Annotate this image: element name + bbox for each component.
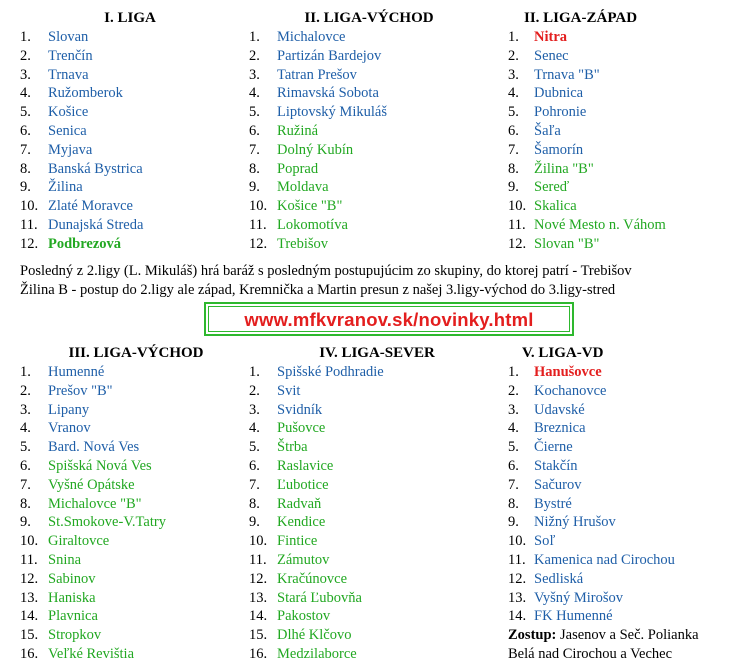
list-item [20,457,240,476]
list-item [508,122,728,141]
team-name: Myjava [48,141,93,158]
team-rank: 16. [249,645,268,662]
list-item [508,570,728,589]
team-rank: 15. [249,627,268,644]
team-name: Sedliská [534,570,584,587]
team-rank: 16. [20,645,39,662]
relegation-teams-2: Belá nad Cirochou a Vechec [508,646,673,662]
team-rank: 5. [20,104,31,121]
team-name: Svidník [277,401,323,418]
team-rank: 12. [508,235,527,252]
team-name: Giraltovce [48,533,110,550]
team-rank: 5. [508,104,519,121]
team-rank: 6. [508,457,519,474]
list-item [249,84,489,103]
list-item [249,476,489,495]
relegation-note [508,626,699,664]
team-rank: 12. [20,235,39,252]
team-name: Zámutov [277,551,330,568]
team-name: Udavské [534,401,585,418]
team-rank: 9. [20,514,31,531]
team-name: Vyšné Opátske [48,476,135,493]
list-item [249,197,489,216]
team-name: Kochanovce [534,382,607,399]
team-rank: 2. [249,382,260,399]
team-rank: 9. [508,514,519,531]
list-item [20,532,240,551]
list-item [508,235,728,254]
league-column-4-liga-sever [249,343,489,664]
team-rank: 11. [508,216,526,233]
team-rank: 14. [508,608,527,625]
team-name: Snina [48,551,82,568]
list-item [508,438,728,457]
team-name: Trenčín [48,47,93,64]
team-rank: 13. [20,589,39,606]
list-item [508,589,728,608]
list-item [508,363,728,382]
list-item [249,160,489,179]
team-rank: 4. [508,85,519,102]
list-item [508,28,728,47]
team-rank: 11. [20,551,38,568]
list-item [249,645,489,664]
team-rank: 6. [249,457,260,474]
team-name: Hanušovce [534,364,602,380]
list-item [20,160,240,179]
team-name: Stropkov [48,627,102,644]
team-name: Humenné [48,364,105,380]
team-rank: 2. [20,382,31,399]
list-item [508,457,728,476]
team-name: Nižný Hrušov [534,514,616,531]
team-name: Vranov [48,420,91,437]
team-rank: 4. [20,420,31,437]
list-item [249,457,489,476]
list-item [20,438,240,457]
team-name: Pohronie [534,104,587,121]
list-item [20,551,240,570]
list-item [249,66,489,85]
team-name: Plavnica [48,608,98,625]
team-rank: 3. [249,66,260,83]
website-link[interactable]: www.mfkvranov.sk/novinky.html [244,309,534,330]
list-item [249,513,489,532]
team-name: Ružiná [277,122,319,139]
team-rank: 2. [20,47,31,64]
league-title: I. LIGA [104,10,156,26]
team-rank: 1. [20,29,31,45]
list-item [20,178,240,197]
website-link-box-inner [208,306,570,332]
team-rank: 10. [508,198,527,215]
team-rank: 2. [249,47,260,64]
list-item [249,47,489,66]
team-name: Haniska [48,589,96,606]
team-rank: 3. [508,401,519,418]
team-name: Fintice [277,533,318,550]
team-name: Breznica [534,420,586,437]
list-item [508,532,728,551]
list-item [249,235,489,254]
team-rank: 14. [249,608,268,625]
team-name: Raslavice [277,457,334,474]
team-list [249,363,489,664]
list-item [20,419,240,438]
list-item [20,122,240,141]
team-rank: 7. [20,141,31,158]
list-item [20,476,240,495]
note-line-1: Posledný z 2.ligy (L. Mikuláš) hrá baráž s posledným postupujúcim zo skupiny, do ktorej patrí - Trebišov [20,263,632,279]
team-rank: 15. [20,627,39,644]
team-rank: 6. [20,457,31,474]
list-item [249,438,489,457]
team-rank: 12. [249,570,268,587]
list-item [20,401,240,420]
team-name: Slovan "B" [534,235,600,252]
league-title: II. LIGA-VÝCHOD [304,10,434,26]
team-rank: 1. [249,364,260,380]
list-item [508,47,728,66]
list-item [249,141,489,160]
league-column-5-liga-vd [508,343,728,626]
list-item [508,401,728,420]
list-item [249,551,489,570]
team-name: Pušovce [277,420,326,437]
team-name: Kendice [277,514,326,531]
list-item [20,66,240,85]
team-list [508,28,728,254]
team-list [508,363,728,626]
league-title: III. LIGA-VÝCHOD [68,345,204,361]
team-name: Senica [48,122,87,139]
team-rank: 12. [508,570,527,587]
team-rank: 9. [508,179,519,196]
team-name: Skalica [534,198,577,215]
team-rank: 9. [20,179,31,196]
list-item [20,103,240,122]
team-rank: 3. [20,401,31,418]
league-title: IV. LIGA-SEVER [319,345,435,361]
team-rank: 6. [249,122,260,139]
team-name: Sačurov [534,476,582,493]
team-rank: 7. [508,141,519,158]
team-list [20,28,240,254]
team-name: Tatran Prešov [277,66,357,83]
list-item [20,513,240,532]
league-title: V. LIGA-VD [522,345,604,361]
list-item [249,607,489,626]
team-name: Nové Mesto n. Váhom [534,216,666,233]
league-title: II. LIGA-ZÁPAD [524,10,638,26]
team-rank: 4. [249,420,260,437]
website-link-box [204,302,574,336]
team-list [20,363,240,664]
team-rank: 7. [20,476,31,493]
team-rank: 12. [249,235,268,252]
team-name: Michalovce [277,29,346,45]
team-rank: 10. [249,198,268,215]
team-rank: 1. [20,364,31,380]
list-item [508,216,728,235]
team-rank: 13. [508,589,527,606]
team-name: Veľké Revištia [48,645,135,662]
team-name: Žilina [48,179,83,196]
list-item [249,626,489,645]
team-rank: 2. [508,47,519,64]
team-name: Pakostov [277,608,331,625]
list-item [20,216,240,235]
team-name: Michalovce "B" [48,495,142,512]
relegation-line-1 [508,626,699,645]
team-name: Podbrezová [48,235,122,252]
team-name: Vyšný Mirošov [534,589,624,606]
list-item [249,122,489,141]
team-rank: 5. [508,439,519,456]
team-rank: 1. [508,29,519,45]
team-name: Nitra [534,29,568,45]
team-name: Spišské Podhradie [277,364,384,380]
list-item [508,476,728,495]
team-name: Bard. Nová Ves [48,439,140,456]
team-name: Senec [534,47,569,64]
team-rank: 3. [508,66,519,83]
team-name: Trnava [48,66,89,83]
list-item [508,141,728,160]
team-rank: 11. [249,216,267,233]
list-item [508,197,728,216]
list-item [249,495,489,514]
list-item [249,419,489,438]
team-rank: 9. [249,179,260,196]
team-name: Šamorín [534,141,584,158]
team-name: Košice "B" [277,198,343,215]
team-rank: 10. [20,533,39,550]
team-rank: 8. [20,160,31,177]
team-rank: 13. [249,589,268,606]
list-item [20,197,240,216]
team-name: Slovan [48,29,89,45]
list-item [508,607,728,626]
team-name: Štrba [277,439,308,456]
list-item [20,382,240,401]
team-name: Sabinov [48,570,96,587]
team-rank: 5. [249,439,260,456]
list-item [508,419,728,438]
list-item [20,84,240,103]
list-item [20,141,240,160]
team-rank: 7. [249,141,260,158]
league-column-1-liga [20,8,240,254]
list-item [508,66,728,85]
list-item [20,645,240,664]
league-column-2-liga-vychod [249,8,489,254]
team-name: Stakčín [534,457,578,474]
team-rank: 8. [508,160,519,177]
list-item [508,103,728,122]
team-rank: 7. [508,476,519,493]
team-name: Žilina "B" [534,160,594,177]
team-name: Soľ [534,533,556,550]
team-name: Šaľa [534,122,561,139]
list-item [20,626,240,645]
team-name: Spišská Nová Ves [48,457,152,474]
list-item [249,178,489,197]
list-item [249,103,489,122]
team-rank: 6. [20,122,31,139]
team-name: Trebišov [277,235,329,252]
list-item [249,532,489,551]
team-rank: 11. [249,551,267,568]
team-rank: 1. [249,29,260,45]
list-item [508,382,728,401]
team-name: Dlhé Klčovo [277,627,352,644]
team-rank: 5. [249,104,260,121]
team-rank: 4. [20,85,31,102]
list-item [508,178,728,197]
team-name: Moldava [277,179,329,196]
team-name: Rimavská Sobota [277,85,379,102]
team-rank: 7. [249,476,260,493]
team-rank: 4. [249,85,260,102]
team-name: Partizán Bardejov [277,47,382,64]
note-line-2: Žilina B - postup do 2.ligy ale západ, Kremnička a Martin presun z našej 3.ligy-východ do 3.ligy-stred [20,282,616,298]
team-rank: 9. [249,514,260,531]
team-name: Dunajská Streda [48,216,144,233]
team-name: Dubnica [534,85,584,102]
team-rank: 12. [20,570,39,587]
team-name: Banská Bystrica [48,160,143,177]
team-name: Lokomotíva [277,216,348,233]
note-text [20,262,720,300]
list-item [249,363,489,382]
team-name: Lipany [48,401,90,418]
list-item [508,513,728,532]
team-rank: 11. [20,216,38,233]
team-rank: 10. [508,533,527,550]
list-item [20,47,240,66]
list-item [249,401,489,420]
team-rank: 10. [249,533,268,550]
team-name: Liptovský Mikuláš [277,104,387,121]
list-item [249,28,489,47]
team-name: Prešov "B" [48,382,113,399]
team-rank: 8. [508,495,519,512]
team-rank: 5. [20,439,31,456]
list-item [249,589,489,608]
league-column-2-liga-zapad [508,8,728,254]
team-rank: 6. [508,122,519,139]
list-item [508,160,728,179]
team-rank: 8. [249,160,260,177]
team-name: Medzilaborce [277,645,357,662]
list-item [20,363,240,382]
team-name: Sereď [534,179,570,196]
team-name: Ľubotice [277,476,329,493]
team-rank: 3. [20,66,31,83]
league-column-3-liga-vychod [20,343,240,664]
list-item [249,382,489,401]
team-name: Svit [277,382,301,399]
list-item [20,495,240,514]
team-rank: 10. [20,198,39,215]
relegation-teams-1: Jasenov a Seč. Polianka [556,627,699,643]
list-item [20,28,240,47]
team-name: St.Smokove-V.Tatry [48,514,166,531]
relegation-label: Zostup: [508,627,557,643]
list-item [508,84,728,103]
team-rank: 14. [20,608,39,625]
team-rank: 4. [508,420,519,437]
list-item [20,589,240,608]
team-rank: 1. [508,364,519,380]
team-rank: 2. [508,382,519,399]
team-rank: 11. [508,551,526,568]
team-name: Radvaň [277,495,322,512]
team-list [249,28,489,254]
team-name: Kamenica nad Cirochou [534,551,675,568]
team-name: Ružomberok [48,85,123,102]
list-item [20,607,240,626]
list-item [508,551,728,570]
team-name: Trnava "B" [534,66,600,83]
team-name: Košice [48,104,89,121]
team-name: Poprad [277,160,319,177]
list-item [20,235,240,254]
team-name: Dolný Kubín [277,141,354,158]
team-rank: 8. [20,495,31,512]
list-item [508,495,728,514]
team-name: Kračúnovce [277,570,348,587]
team-name: Čierne [534,439,573,456]
list-item [20,570,240,589]
team-name: Bystré [534,495,572,512]
list-item [249,216,489,235]
team-rank: 3. [249,401,260,418]
list-item [249,570,489,589]
team-name: Zlaté Moravce [48,198,133,215]
team-name: FK Humenné [534,608,613,625]
team-rank: 8. [249,495,260,512]
team-name: Stará Ľubovňa [277,589,362,606]
